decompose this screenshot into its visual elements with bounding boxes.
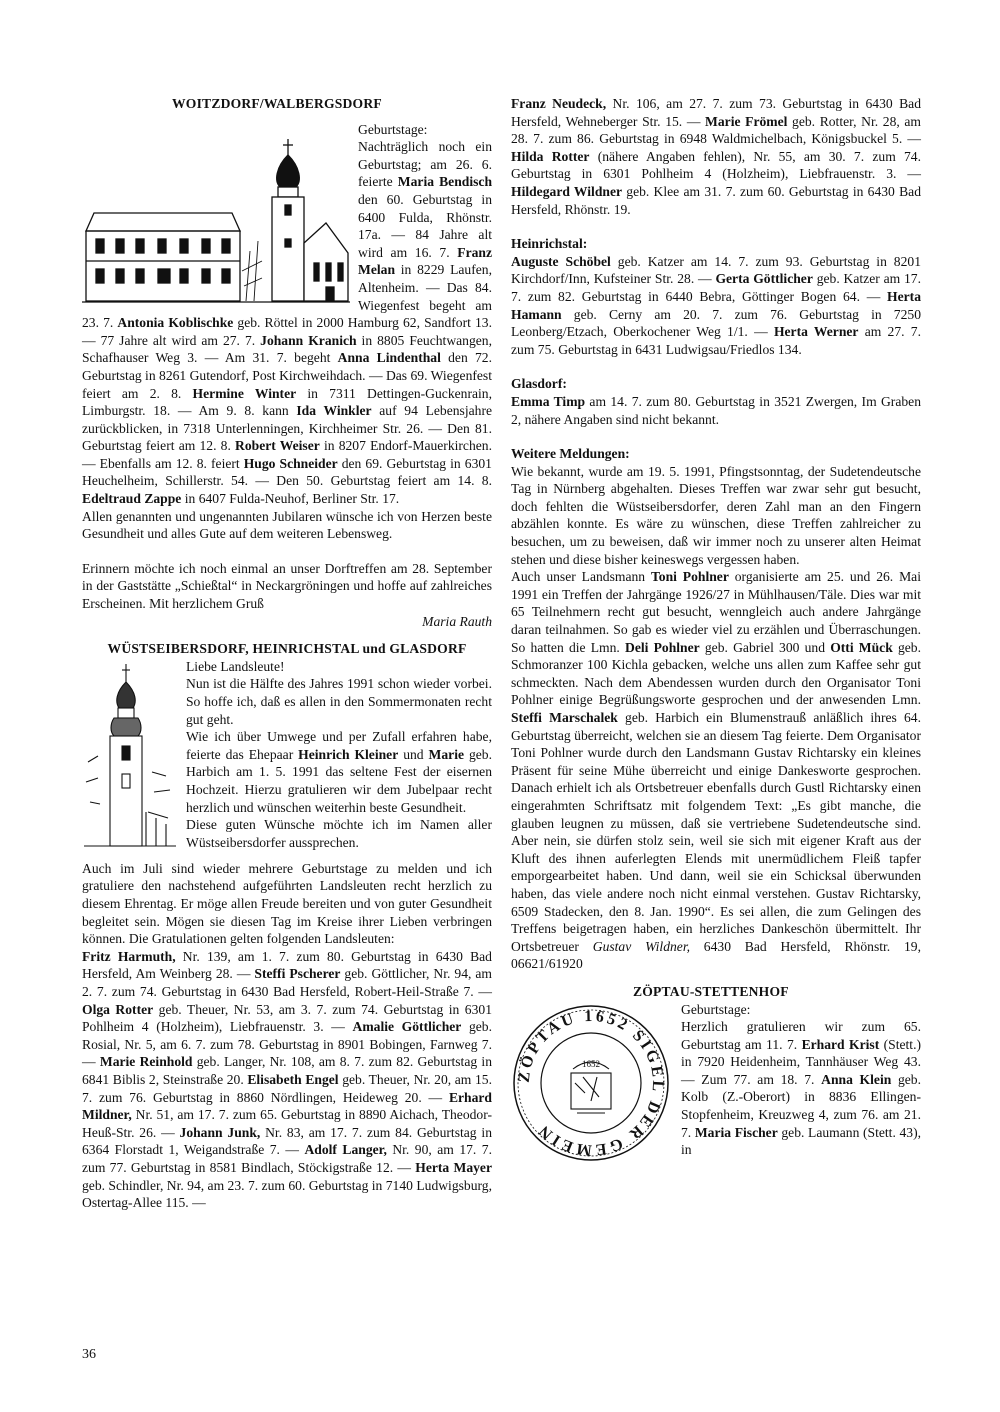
zoeptau-title: ZÖPTAU-STETTENHOF <box>633 983 789 999</box>
text: geb. Rotter, Nr. 28, am 28. 7. zum 86. Geburtstag in 6948 Waldmichelbach, Königsbuckel 5. — <box>511 113 921 147</box>
woitzdorf-wishes: Allen genannten und ungenannten Jubilaren wünsche ich von Herzen beste Gesundheit und alles Gute auf dem weiteren Lebensweg. <box>82 508 492 542</box>
text: und <box>398 746 429 762</box>
text: geb. Langer, Nr. 108, am 8. 7. zum 82. Geburtstag in 6841 Biblis 2, Steinstraße 20. <box>82 1054 492 1087</box>
name: Franz Neudeck, <box>511 96 607 111</box>
text: in 8207 Endorf-Mauerkirchen. — Ebenfalls am 12. 8. feiert <box>82 438 492 471</box>
text: geb. Katzer am 17. 7. zum 82. Geburtstag in 6440 Bebra, Göttinger Bogen 64. — <box>511 271 921 304</box>
woitzdorf-village-illustration <box>82 121 350 304</box>
wuest-p4: Auch im Juli sind wieder mehrere Geburtstage zu melden und ich gratuliere den nachstehend aufgeführten Landsleuten recht herzlich zu diesem Ehrentag. Er möge allen Freude bereiten und von guter Gesundheit begleitet sein. Mögen sie diesen Tag im Kreise ihrer Lieben verbringen können. Die Gratulationen gelten folgenden Landsleuten: <box>82 860 492 947</box>
name-maria-bendisch: Maria Bendisch <box>397 174 492 190</box>
name: Erhard Mildner, <box>82 1089 492 1123</box>
name-franz-melan: Franz Melan <box>358 244 492 278</box>
text: geb. Gabriel 300 und <box>699 639 831 655</box>
text: geb. Kolb (Z.-Oberort) in 8836 Ellingen-Stopfenheim, Kreuzweg 4, zum 76. am 21. 7. <box>681 1071 921 1140</box>
text: geb. Harbich am 1. 5. 1991 das seltene Fest der eisernen Hochzeit. Hierzu gratulieren wir dem Jubelpaar recht herzlich und wünschen weiterhin beste Gesundheit. <box>186 746 492 815</box>
text: Nr. 106, am 27. 7. zum 73. Geburtstag in 6430 Bad Hersfeld, Wehneberger Str. 15. — <box>511 96 921 129</box>
svg-text:ZÖPTAU 1652 SIGEL DER GEMEIN <box>516 1007 667 1158</box>
name-hermine-winter: Hermine Winter <box>192 385 297 401</box>
seal-lettering: ZÖPTAU 1652 SIGEL DER GEMEIN <box>515 1007 667 1159</box>
text: geb. Schmoranzer 100 Kichla gebacken, welche uns allen zum Kaffee sehr gut schmeckten. Nach dem Abendessen wurden durch den Organisator Toni Pohlner einige Begrüßungsworte gesprochen und der anwesenden Lmn. <box>511 639 921 708</box>
text: Wie ich über Umwege und per Zufall erfahren habe, feierte das Ehepaar <box>186 729 492 762</box>
left-column <box>82 95 492 1212</box>
text: geb. Klee am 31. 7. zum 60. Geburtstag in 6430 Bad Hersfeld, Rhönstr. 19. <box>511 183 921 217</box>
wuest-birthdays-cont <box>511 95 921 218</box>
text: am 14. 7. zum 80. Geburtstag in 3521 Zwergen, Im Graben 2, nähere Angaben sind nicht bekannt. <box>511 393 921 427</box>
text: geb. Röttel in 2000 Hamburg 62, Sandfort 13. — 77 Jahre alt wird am 27. 7. <box>82 315 492 348</box>
name-hugo-schneider: Hugo Schneider <box>243 455 338 471</box>
text: den 60. Geburtstag in 6400 Fulda, Rhönstr. 17a. — 84 Jahre alt wird am 16. 7. <box>358 191 492 260</box>
name: Olga Rotter <box>82 1001 154 1017</box>
text: in 8229 Laufen, Altenheim. — Das 84. Wiegenfest begeht am 23. 7. <box>82 262 492 331</box>
name-heinrich-kleiner: Heinrich Kleiner <box>298 746 399 762</box>
text: Herzlich gratulieren wir zum 65. Geburtstag am 11. 7. <box>681 1019 921 1052</box>
text: geb. Theuer, Nr. 20, am 15. 7. zum 76. Geburtstag in 8860 Nördlingen, Heideweg 20. — <box>82 1071 492 1105</box>
right-column <box>511 95 921 1163</box>
name: Anna Klein <box>821 1071 892 1087</box>
name: Hildegard Wildner <box>511 183 623 199</box>
text: geb. Göttlicher, Nr. 94, am 2. 7. zum 74. Geburtstag in 6430 Bad Hersfeld, Robert-Heil-Straße 7. — <box>82 966 492 999</box>
name: Elisabeth Engel <box>247 1071 339 1087</box>
woitzdorf-intro: Geburtstage: Nachträglich noch ein Geburtstag; am 26. 6. feierte <box>358 121 492 190</box>
text: geb. Rosial, Nr. 5, am 6. 7. zum 78. Geburtstag in 8901 Bobingen, Farnweg 7. — <box>82 1019 493 1070</box>
wuest-p3: Diese guten Wünsche möchte ich im Namen aller Wüstseibersdorfer aussprechen. <box>186 817 492 850</box>
name-ida-winkler: Ida Winkler <box>296 403 372 419</box>
name: Herta Werner <box>773 324 859 340</box>
name: Marie Reinhold <box>99 1054 193 1070</box>
glasdorf-birthdays <box>511 393 921 428</box>
name: Steffi Pscherer <box>254 966 341 982</box>
text: Nr. 51, am 17. 7. zum 65. Geburtstag in 8890 Aichach, Theodor-Heuß-Str. 26. — <box>82 1107 492 1140</box>
name: Marie Frömel <box>705 113 788 129</box>
text: Auch unser Landsmann <box>511 569 651 585</box>
text: geb. Cerny am 20. 7. zum 76. Geburtstag in 7250 Leonberg/Etzach, Oberkochener Weg 1/1. — <box>511 306 921 340</box>
name: Maria Fischer <box>694 1124 778 1140</box>
name: Auguste Schöbel <box>511 253 611 269</box>
text: Nr. 90, am 17. 7. zum 77. Geburtstag in 8581 Bindlach, Stöckigstraße 12. — <box>82 1142 492 1175</box>
name: Otti Mück <box>830 639 893 655</box>
wuest-birthdays <box>82 948 492 1212</box>
name: Steffi Marschalek <box>511 710 618 725</box>
zoeptau-sub: Geburtstage: <box>681 1001 751 1017</box>
wuest-title: WÜSTSEIBERSDORF, HEINRICHSTAL und GLASDORF <box>107 641 467 657</box>
weitere-title: Weitere Meldungen: <box>511 446 630 462</box>
glasdorf-title: Glasdorf: <box>511 376 567 392</box>
church-tower-drawing-icon <box>82 662 178 852</box>
name: Adolf Langer, <box>304 1142 387 1158</box>
text: geb. Theuer, Nr. 53, am 3. 7. zum 74. Geburtstag in 6301 Pohlheim 4 (Holzheim), Liebfrauenstr. 3. — <box>82 1001 492 1035</box>
weitere-p1: Wie bekannt, wurde am 19. 5. 1991, Pfingstsonntag, der Sudetendeutsche Tag in Nürnberg abgehalten. Dieses Treffen war zwar sehr gut besucht, doch fehlten die Wüstseibersdorfer, deren Zahl man an den Fingern abzählen konnte. Es wäre zu wünschen, diese Treffen zahlreicher zu besuchen, um zu beweisen, daß wir immer noch zu unserer alten Heimat stehen und diese bisher keineswegs vergessen haben. <box>511 463 921 567</box>
text: Nr. 139, am 1. 7. zum 80. Geburtstag in 6430 Bad Hersfeld, Am Weinberg 28. — <box>82 948 492 982</box>
text: geb. Schindler, Nr. 94, am 23. 7. zum 60. Geburtstag in 7140 Ludwigsburg, Ostertag-Allee 115. — <box>82 1177 492 1211</box>
name-antonia-koblischke: Antonia Koblischke <box>117 315 234 331</box>
name: Emma Timp <box>511 393 586 409</box>
name: Toni Pohlner <box>650 569 729 585</box>
text: in 8805 Feuchtwangen, Schafhauser Weg 3. — Am 31. 7. begeht <box>82 332 492 366</box>
text: geb. Katzer am 14. 7. zum 93. Geburtstag in 8201 Kirchdorf/Inn, Kufsteiner Str. 28. — <box>511 253 921 287</box>
text: Nr. 83, am 17. 7. zum 84. Geburtstag in 6364 Florstadt 1, Weigandstraße 7. — <box>82 1124 492 1158</box>
name: Hilda Rotter <box>511 148 590 164</box>
heinrichstal-title: Heinrichstal: <box>511 236 588 252</box>
name: Deli Pohlner <box>625 639 700 655</box>
text: 6430 Bad Hersfeld, Rhönstr. 19, 06621/61920 <box>511 938 921 972</box>
text: auf 94 Lebensjahre zurückblicken, in 7318 Unterlenningen, Kirchheimer Str. 26. — Den 81. Geburtstag feiert am 12. 8. <box>82 403 492 454</box>
name: Fritz Harmuth, <box>82 948 176 964</box>
seal-year: 1652 <box>582 1058 600 1069</box>
heinrichstal-birthdays <box>511 253 921 359</box>
zoeptau-seal <box>511 1003 671 1163</box>
name: Gerta Göttlicher <box>715 271 813 287</box>
text: in 6407 Fulda-Neuhof, Berliner Str. 17. <box>181 491 400 507</box>
woitzdorf-reminder: Erinnern möchte ich noch einmal an unser Dorftreffen am 28. September in der Gaststätte „Schießtal“ in Neckargröningen und hoffe auf zahlreiches Erscheinen. Mit herzlichem Gruß <box>82 560 492 612</box>
name: Herta Mayer <box>415 1159 492 1175</box>
name-johann-kranich: Johann Kranich <box>260 332 357 348</box>
text: organisierte am 25. und 26. Mai 1991 ein Treffen der Jahrgänge 1926/27 in Mühlhausen/Täle. Dies war mit 65 Teilnehmern recht gut besucht, wenngleich auch andere Jahrgänge daran teilnahmen. So gab es wieder viel zu erzählen und Überraschungen. So hatten die Lmn. <box>511 569 921 655</box>
text: geb. Harbich ein Blumenstrauß anläßlich ihres 64. Geburtstag überreicht, welchen sie an diesem Tag feierte. Dem Organisator Toni Pohlner wurde durch den Landsmann Gustav Richtarsky ein kleines Präsent für seine Mühe überreicht und einige Dankesworte gesprochen. Danach erhielt ich als Ortsbetreuer ebenfalls durch Gustl Richtarsky einen eingerahmten Schriftsatz mit folgendem Text: „Es gibt manche, die glauben leugnen zu müssen, daß sie vertriebene Sudetendeutsche sind. Aber nein, sie dürfen stolz sein, weil sie sich mit eigener Kraft aus der Kluft des ihnen auferlegten Elends mit unermüdlichem Fleiß tapfer emporgearbeitet haben. Und dann, weil sie ein Schicksal überwunden haben, das viele andere noch nicht einmal verstehen. Gustav Richtarsky, 6509 Stadecken, den 8. Jan. 1990“. Es sei allen, die zum Gelingen des Treffens beigetragen haben, ein herzliches Dankeschön übermittelt. Ihr Ortsbetreuer <box>511 710 921 954</box>
name-anna-lindenthal: Anna Lindenthal <box>337 350 441 366</box>
name: Herta Hamann <box>511 288 921 322</box>
text: in 7311 Dettingen-Guckenrain, Limburgstr. 18. — Am 9. 8. kann <box>82 385 492 419</box>
name-edeltraud-zappe: Edeltraud Zappe <box>82 491 182 507</box>
text: den 69. Geburtstag in 6301 Heuchelheim, Schillerstr. 54. — Den 50. Geburtstag feiert am 14. 8. <box>82 455 492 489</box>
name-marie: Marie <box>428 746 465 762</box>
text: (nähere Angaben fehlen), Nr. 55, am 30. 7. zum 74. Geburtstag in 6301 Pohlheim 4 (Holzheim), Liebfrauenstr. 3. — <box>511 148 921 182</box>
text: den 72. Geburtstag in 8261 Gutendorf, Post Kirchweihdach. — Das 69. Wiegenfest feiert am 2. 8. <box>82 350 493 401</box>
name: Erhard Krist <box>801 1036 880 1052</box>
signature: Gustav Wildner, <box>592 938 690 954</box>
wuest-greeting: Liebe Landsleute! <box>186 658 285 674</box>
wuest-p1: Nun ist die Hälfte des Jahres 1991 schon wieder vorbei. So hoffe ich, daß es allen in den Sommermonaten recht gut geht. <box>186 676 492 727</box>
text: geb. Laumann (Stett. 43), in <box>681 1124 921 1158</box>
page-number: 36 <box>82 1347 96 1362</box>
text: am 27. 7. zum 75. Geburtstag in 6431 Ludwigsau/Friedlos 134. <box>511 324 922 357</box>
name-robert-weiser: Robert Weiser <box>235 438 320 454</box>
name: Amalie Göttlicher <box>352 1019 462 1035</box>
woitzdorf-signature: Maria Rauth <box>422 613 492 629</box>
text: (Stett.) in 7920 Heidenheim, Tannhäuser Weg 43. — Zum 77. am 18. 7. <box>681 1036 921 1087</box>
village-church-drawing-icon <box>82 121 350 304</box>
name: Johann Junk, <box>179 1124 261 1140</box>
weitere-p2 <box>511 568 921 973</box>
wuest-church-illustration <box>82 662 178 852</box>
municipal-seal-icon <box>511 1003 671 1163</box>
woitzdorf-title: WOITZDORF/WALBERGSDORF <box>172 96 382 111</box>
